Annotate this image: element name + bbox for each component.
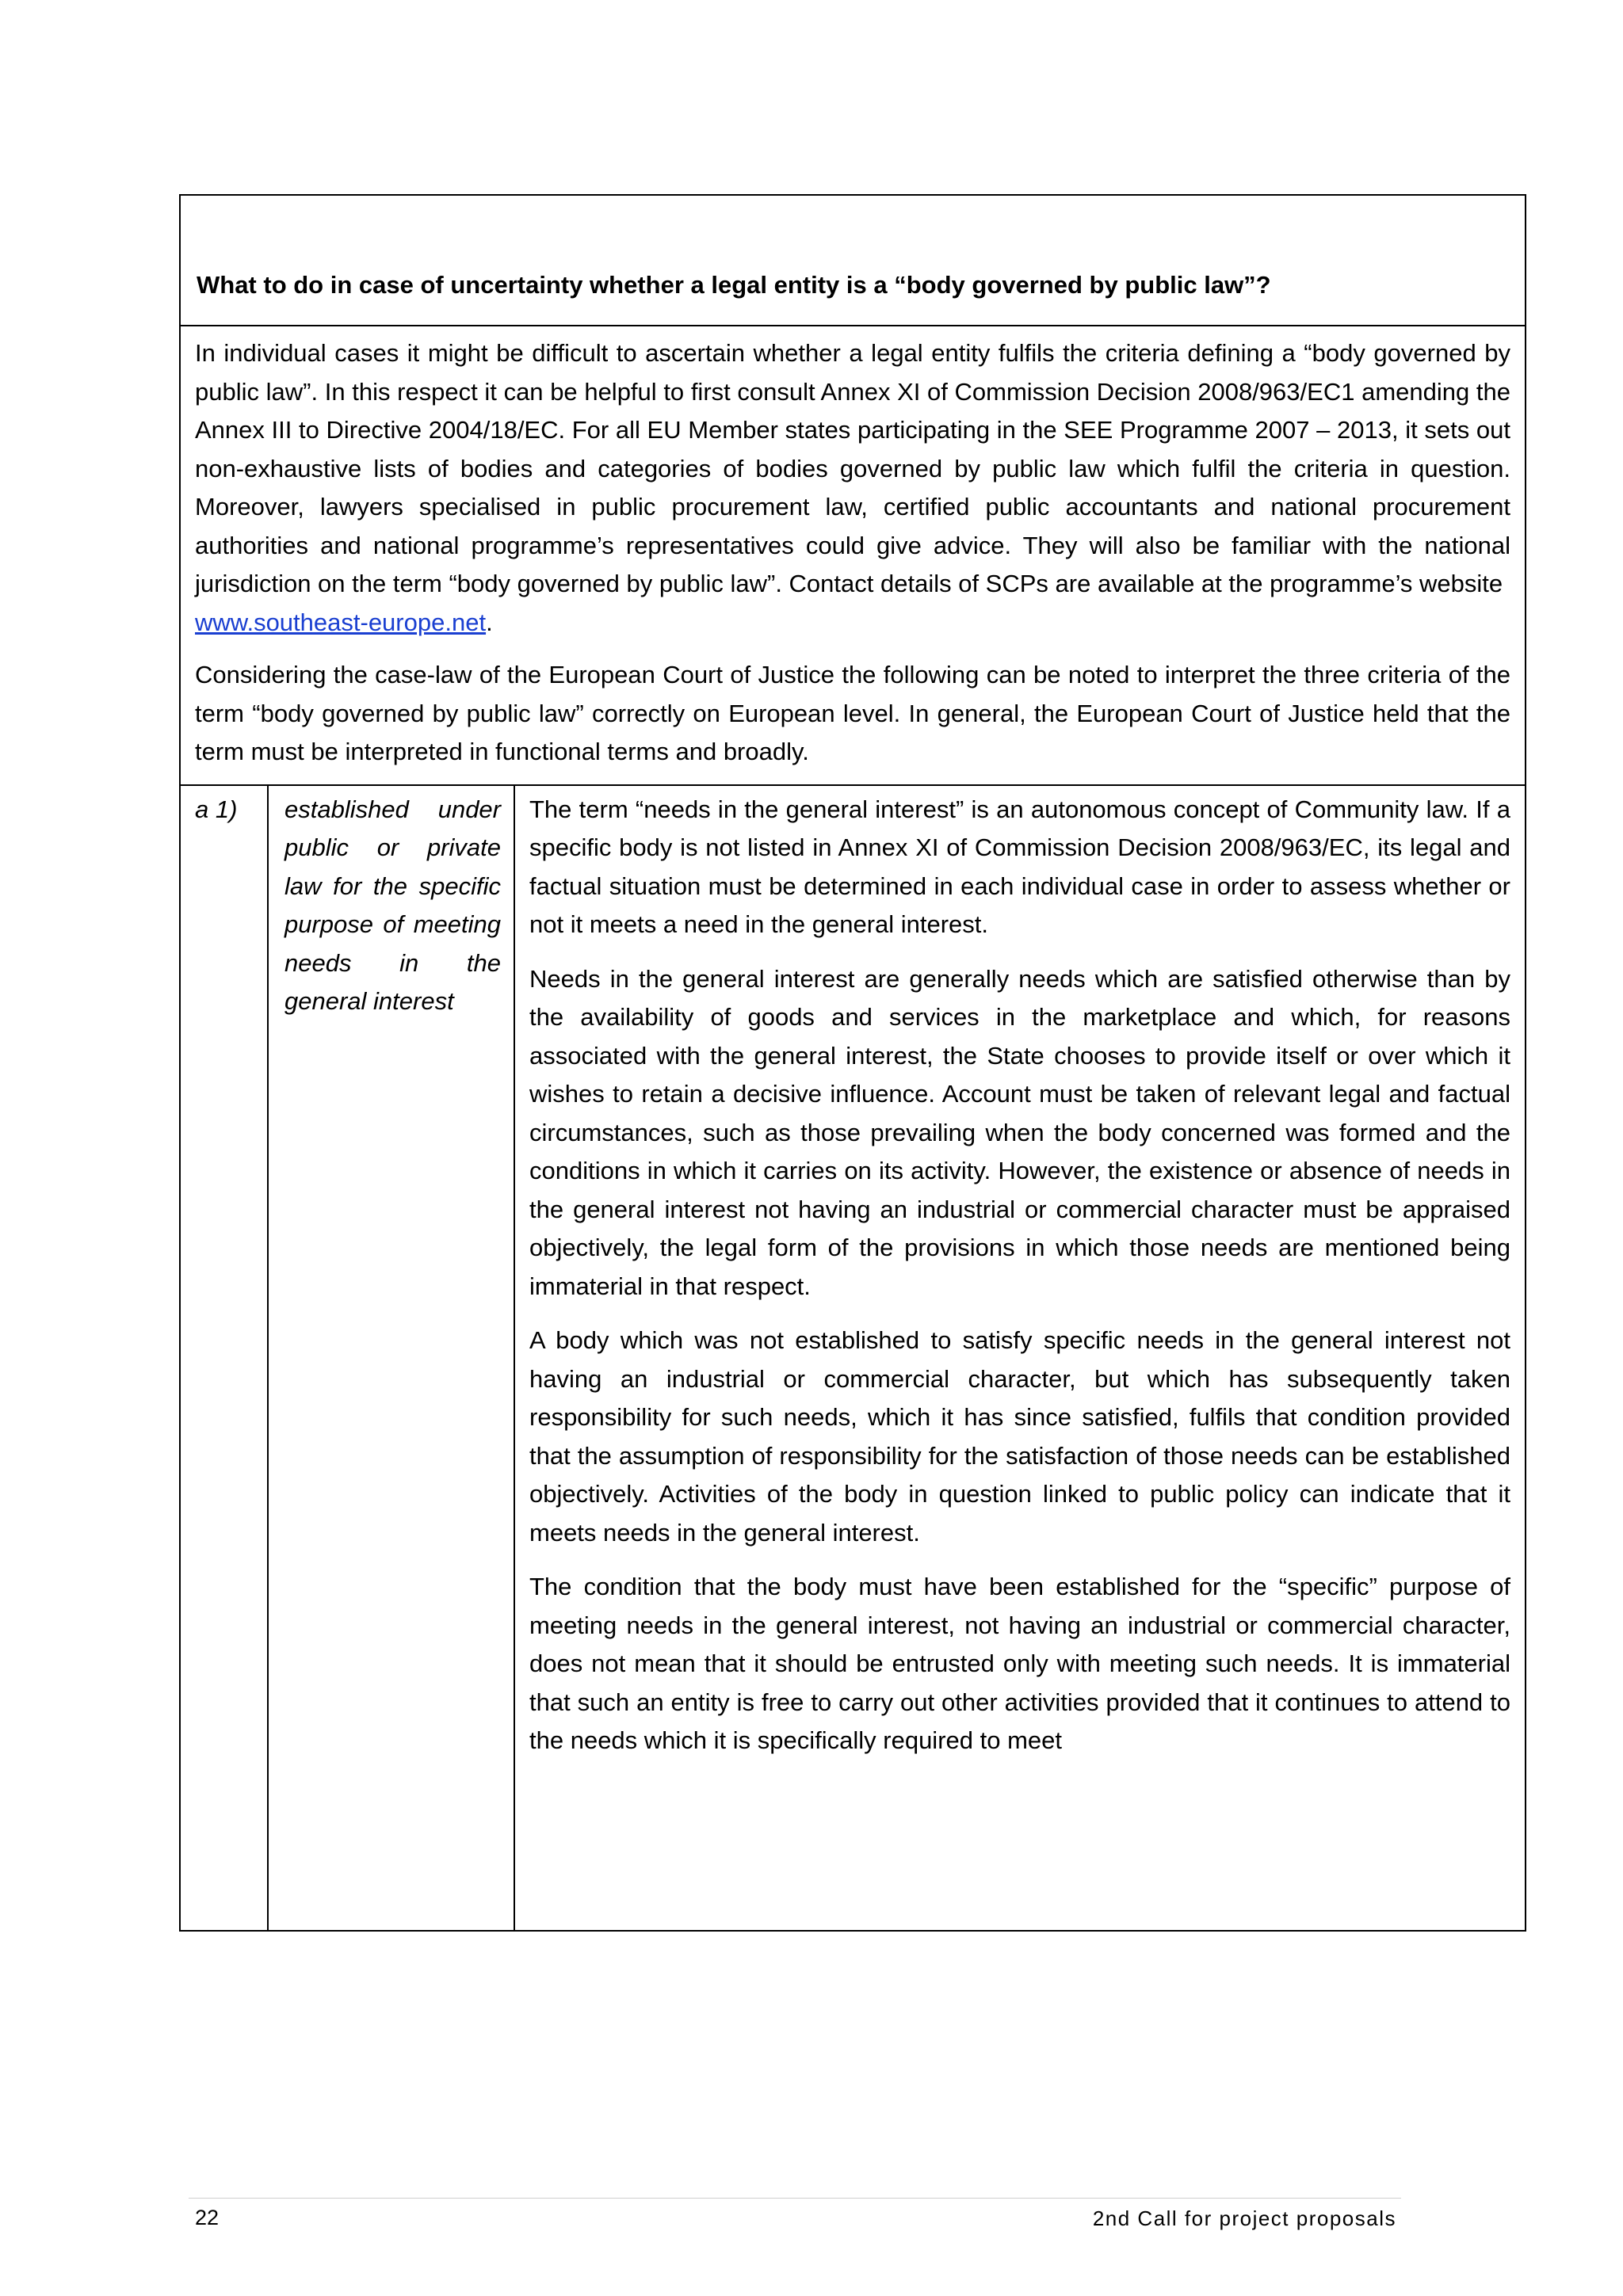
title-cell — [181, 196, 1525, 326]
explanation-paragraph-1: The term “needs in the general interest” is an autonomous concept of Community law. If a specific body is not listed in Annex XI of Commission Decision 2008/963/EC, its legal and factual situation must be determined in each individual case in order to assess whether or not it meets a need in the general interest. — [529, 795, 1510, 938]
criterion-term: established under public or private law for the specific purpose of meeting needs in the general interest — [269, 786, 515, 1930]
footer-divider — [189, 2198, 1401, 2199]
criterion-explanation — [515, 786, 1525, 1930]
footer-page-number: 22 — [195, 2206, 220, 2229]
intro-paragraph-1 — [195, 334, 1510, 642]
criterion-row — [181, 786, 1525, 1930]
box-title: What to do in case of uncertainty whether a legal entity is a “body governed by public law”? — [197, 271, 1271, 299]
footer-document-title: 2nd Call for project proposals — [1092, 2206, 1396, 2230]
intro-paragraph-1-text: In individual cases it might be difficult to ascertain whether a legal entity fulfils the criteria defining a “body governed by public law”. In this respect it can be helpful to first consult Annex XI of Commission Decision 2008/963/EC1 amending the Annex III to Directive 2004/18/EC. For all EU Member states participating in the SEE Programme 2007 – 2013, it sets out non-exhaustive lists of bodies and categories of bodies governed by public law which fulfil the criteria in question. Moreover, lawyers specialised in public procurement law, certified public accountants and national procurement authorities and national programme’s representatives could give advice. They will also be familiar with the national jurisdiction on the term “body governed by public law”. Contact details of SCPs are available at the programme’s website — [195, 339, 1510, 597]
criterion-number: a 1) — [181, 786, 269, 1930]
intro-link-suffix: . — [486, 608, 493, 636]
info-box — [179, 194, 1526, 1932]
programme-website-link[interactable]: www.southeast-europe.net — [195, 608, 487, 636]
explanation-paragraph-3: A body which was not established to satisfy specific needs in the general interest not having an industrial or commercial character, but which has subsequently taken responsibility for such needs, which it has since satisfied, fulfils that condition provided that the assumption of responsibility for the satisfaction of those needs can be established objectively. Activities of the body in question linked to public policy can indicate that it meets needs in the general interest. — [529, 1326, 1510, 1547]
explanation-paragraph-4: The condition that the body must have been established for the “specific” purpose of meeting needs in the general interest, not having an industrial or commercial character, does not mean that it should be entrusted only with meeting such needs. It is immaterial that such an entity is free to carry out other activities provided that it continues to attend to the needs which it is specifically required to meet — [529, 1573, 1510, 1754]
intro-cell — [181, 326, 1525, 786]
explanation-paragraph-2: Needs in the general interest are generally needs which are satisfied otherwise than by the availability of goods and services in the marketplace and which, for reasons associated with the general interest, the State chooses to provide itself or over which it wishes to retain a decisive influence. Account must be taken of relevant legal and factual circumstances, such as those prevailing when the body concerned was formed and the conditions in which it carries on its activity. However, the existence or absence of needs in the general interest not having an industrial or commercial character must be appraised objectively, the legal form of the provisions in which those needs are mentioned being immaterial in that respect. — [529, 964, 1510, 1300]
intro-paragraph-2: Considering the case-law of the European Court of Justice the following can be noted to interpret the three criteria of the term “body governed by public law” correctly on European level. In general, the European Court of Justice held that the term must be interpreted in functional terms and broadly. — [195, 661, 1510, 765]
